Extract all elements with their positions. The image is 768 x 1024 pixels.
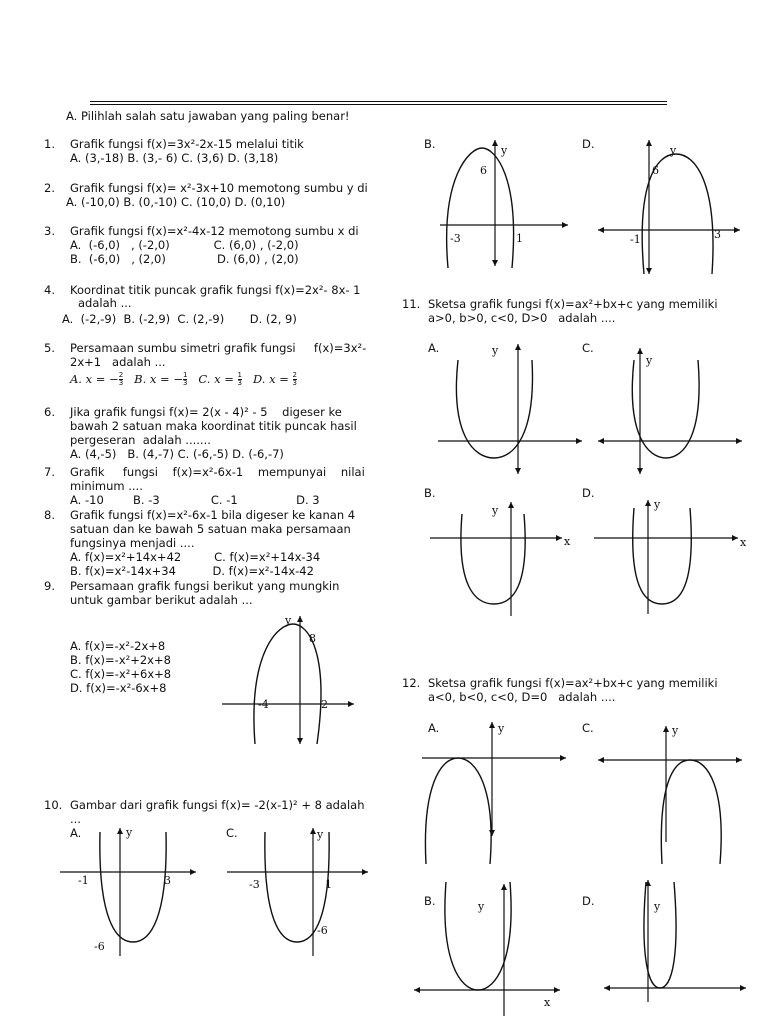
q9-x-left: -4: [258, 698, 269, 711]
q6-text-1: Jika grafik fungsi f(x)= 2(x - 4)² - 5 digeser ke: [70, 405, 342, 419]
q10-text-2: ...: [70, 812, 81, 826]
q10-graph-b: [420, 136, 570, 271]
q10-c-letter: C.: [226, 826, 238, 840]
q12-graph-a: [420, 718, 570, 868]
q8-text-2: satuan dan ke bawah 5 satuan maka persamaan: [70, 522, 351, 536]
q3-number: 3.: [44, 224, 55, 238]
q9-x-right: 2: [321, 698, 328, 711]
svg-text:1: 1: [325, 878, 332, 891]
q11-graph-a: [436, 340, 586, 480]
svg-text:y: y: [654, 900, 661, 913]
q10-graph-a: [58, 824, 198, 959]
q5-options: [70, 372, 297, 387]
q12-d-letter: D.: [582, 894, 595, 908]
q9-option-c: C. f(x)=-x²+6x+8: [70, 667, 172, 681]
q5-option-a: A. x = −: [70, 372, 119, 386]
q5-frac-d: $\frac{2}{3}$: [292, 371, 298, 387]
svg-text:-1: -1: [78, 874, 89, 887]
q11-number: 11.: [402, 297, 421, 311]
q9-y-label: y: [285, 614, 292, 627]
header-rule-top: [90, 101, 667, 102]
svg-text:6: 6: [652, 164, 659, 177]
q7-text-2: minimum ....: [70, 479, 143, 493]
q12-text-1: Sketsa grafik fungsi f(x)=ax²+bx+c yang memiliki: [428, 676, 718, 690]
instruction: A. Pilihlah salah satu jawaban yang paling benar!: [66, 109, 350, 123]
q10-a-letter: A.: [70, 826, 82, 840]
svg-text:6: 6: [480, 164, 487, 177]
q6-options: A. (4,-5) B. (4,-7) C. (-6,-5) D. (-6,-7): [70, 447, 284, 461]
q11-text-2: a>0, b>0, c<0, D>0 adalah ....: [428, 311, 616, 325]
q5-option-d: D. x =: [252, 372, 293, 386]
q7-number: 7.: [44, 465, 55, 479]
q11-graph-c: [596, 340, 746, 480]
q9-graph: [218, 612, 358, 747]
q8-text-1: Grafik fungsi f(x)=x²-6x-1 bila digeser ke kanan 4: [70, 508, 356, 522]
q8-number: 8.: [44, 508, 55, 522]
q5-frac-b: $\frac{1}{3}$: [182, 371, 188, 387]
q3-text: Grafik fungsi f(x)=x²-4x-12 memotong sumbu x di: [70, 224, 359, 238]
q11-a-letter: A.: [428, 341, 440, 355]
q3-options-2: B. (-6,0) , (2,0) D. (6,0) , (2,0): [70, 252, 299, 266]
svg-text:3: 3: [714, 228, 721, 241]
q6-number: 6.: [44, 405, 55, 419]
q8-options-2: B. f(x)=x²-14x+34 D. f(x)=x²-14x-42: [70, 564, 314, 578]
q10-text-1: Gambar dari grafik fungsi f(x)= -2(x-1)² + 8 adalah: [70, 798, 365, 812]
q11-d-letter: D.: [582, 486, 595, 500]
svg-text:y: y: [498, 722, 505, 735]
svg-text:y: y: [670, 144, 677, 157]
q4-text: Koordinat titik puncak grafik fungsi f(x)=2x²- 8x- 1: [70, 283, 361, 297]
q2-options: A. (-10,0) B. (0,-10) C. (10,0) D. (0,10): [66, 195, 286, 209]
q5-option-c: C. x =: [198, 372, 238, 386]
q11-graph-d: [592, 496, 752, 616]
svg-text:y: y: [646, 354, 653, 367]
q6-text-3: pergeseran adalah .......: [70, 433, 211, 447]
svg-text:-1: -1: [630, 233, 641, 246]
q5-number: 5.: [44, 341, 55, 355]
svg-text:x: x: [564, 535, 571, 548]
header-rule-bottom: [90, 104, 667, 105]
svg-text:y: y: [492, 344, 499, 357]
q3-options-1: A. (-6,0) , (-2,0) C. (6,0) , (-2,0): [70, 238, 299, 252]
svg-text:y: y: [317, 828, 324, 841]
q9-text-2: untuk gambar berikut adalah ...: [70, 593, 253, 607]
svg-text:3: 3: [164, 874, 171, 887]
svg-text:y: y: [654, 498, 661, 511]
svg-text:y: y: [672, 724, 679, 737]
q1-number: 1.: [44, 137, 55, 151]
q9-option-b: B. f(x)=-x²+2x+8: [70, 653, 171, 667]
q10-b-letter: B.: [424, 137, 436, 151]
q7-text-1: Grafik fungsi f(x)=x²-6x-1 mempunyai nilai: [70, 465, 365, 479]
svg-text:y: y: [478, 900, 485, 913]
q2-text: Grafik fungsi f(x)= x²-3x+10 memotong sumbu y di: [70, 181, 368, 195]
svg-text:-6: -6: [94, 940, 105, 953]
q9-option-a: A. f(x)=-x²-2x+8: [70, 639, 166, 653]
q10-graph-d: [594, 136, 744, 276]
svg-text:x: x: [544, 996, 551, 1009]
svg-text:-3: -3: [249, 878, 260, 891]
q8-options-1: A. f(x)=x²+14x+42 C. f(x)=x²+14x-34: [70, 550, 321, 564]
q12-graph-b: [410, 880, 570, 1020]
q10-d-letter: D.: [582, 137, 595, 151]
q1-options: A. (3,-18) B. (3,- 6) C. (3,6) D. (3,18): [70, 151, 279, 165]
q12-b-letter: B.: [424, 894, 436, 908]
svg-text:x: x: [740, 536, 747, 549]
q5-text: Persamaan sumbu simetri grafik fungsi f(x)=3x²-: [70, 341, 367, 355]
q5-frac-c: $\frac{1}{3}$: [237, 371, 243, 387]
q10-graph-c: [225, 824, 370, 959]
q4-number: 4.: [44, 283, 55, 297]
q5-frac-a: $\frac{2}{3}$: [118, 371, 124, 387]
q7-options: A. -10 B. -3 C. -1 D. 3: [70, 493, 320, 507]
svg-text:1: 1: [516, 232, 523, 245]
q4-text-2: adalah ...: [78, 296, 132, 310]
q12-c-letter: C.: [582, 721, 594, 735]
svg-text:-3: -3: [450, 232, 461, 245]
q2-number: 2.: [44, 181, 55, 195]
q11-graph-b: [428, 498, 578, 618]
q12-a-letter: A.: [428, 721, 440, 735]
svg-text:-6: -6: [317, 924, 328, 937]
q11-c-letter: C.: [582, 341, 594, 355]
q12-graph-c: [596, 718, 746, 868]
q9-option-d: D. f(x)=-x²-6x+8: [70, 681, 167, 695]
q9-y-value: 8: [309, 632, 316, 645]
q12-number: 12.: [402, 676, 421, 690]
q4-options: A. (-2,-9) B. (-2,9) C. (2,-9) D. (2, 9): [62, 312, 297, 326]
q5-text-2: 2x+1 adalah ...: [70, 355, 166, 369]
q9-number: 9.: [44, 579, 55, 593]
q11-text-1: Sketsa grafik fungsi f(x)=ax²+bx+c yang memiliki: [428, 297, 718, 311]
q1-text: Grafik fungsi f(x)=3x²-2x-15 melalui titik: [70, 137, 304, 151]
q8-text-3: fungsinya menjadi ....: [70, 536, 195, 550]
q9-text-1: Persamaan grafik fungsi berikut yang mungkin: [70, 579, 340, 593]
q12-graph-d: [600, 876, 750, 1021]
svg-text:y: y: [501, 144, 508, 157]
q10-number: 10.: [44, 798, 63, 812]
q6-text-2: bawah 2 satuan maka koordinat titik puncak hasil: [70, 419, 357, 433]
q11-b-letter: B.: [424, 486, 436, 500]
q12-text-2: a<0, b<0, c<0, D=0 adalah ....: [428, 690, 616, 704]
q5-option-b: B. x = −: [134, 372, 183, 386]
svg-text:y: y: [126, 826, 133, 839]
svg-text:y: y: [492, 504, 499, 517]
